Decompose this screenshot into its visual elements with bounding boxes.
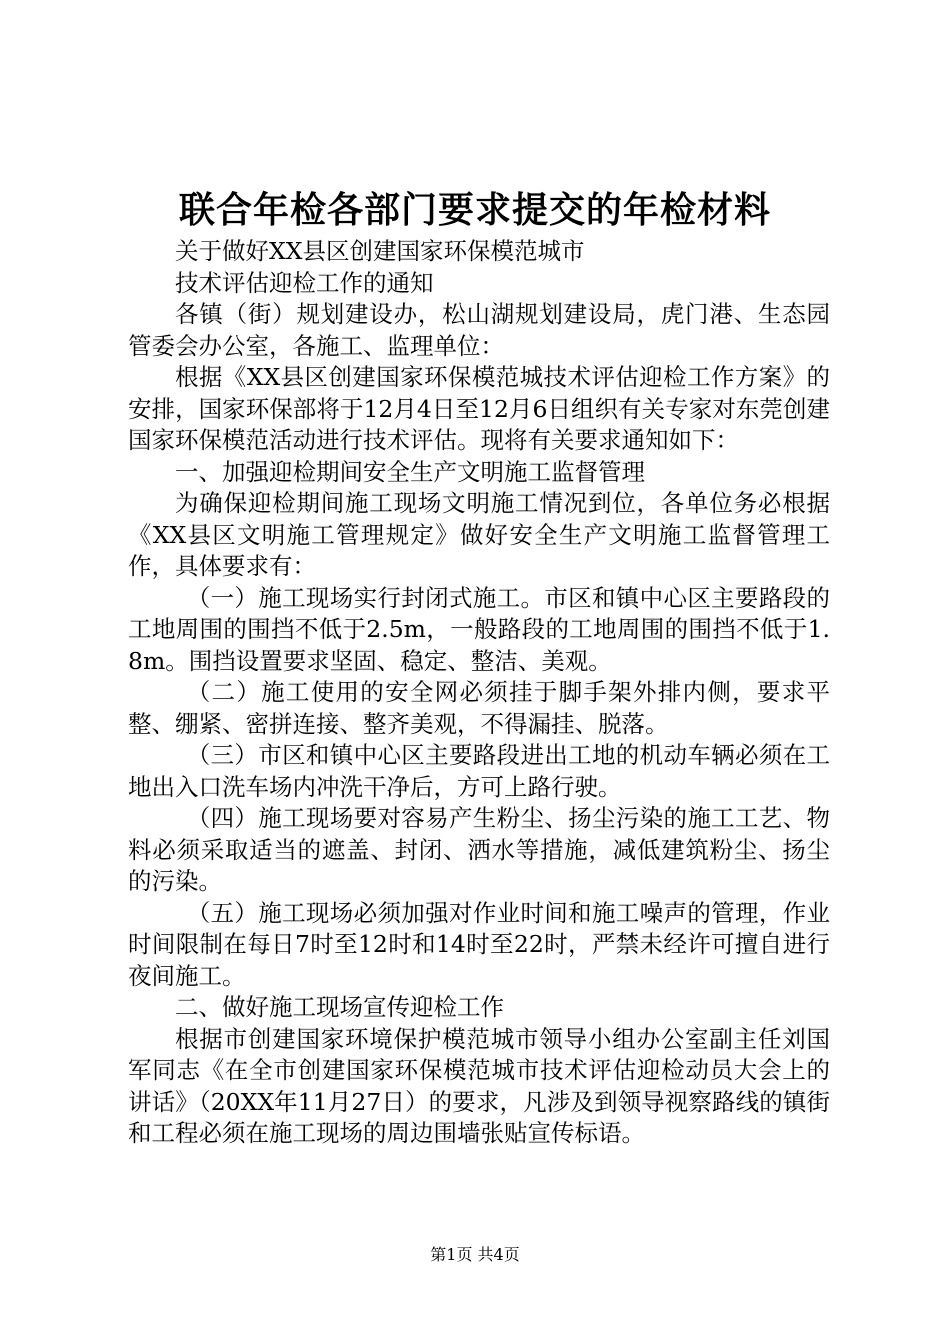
paragraph-item-5: （五）施工现场必须加强对作业时间和施工噪声的管理，作业时间限制在每日7时至12时和14时至22时，严禁未经许可擅自进行夜间施工。 (128, 898, 830, 990)
paragraph-addressees: 各镇（街）规划建设办，松山湖规划建设局，虎门港、生态园管委会办公室，各施工、监理单位： (128, 300, 830, 360)
paragraph-section-1-intro: 为确保迎检期间施工现场文明施工情况到位，各单位务必根据《XX县区文明施工管理规定》做好安全生产文明施工监督管理工作，具体要求有： (128, 489, 830, 580)
paragraph-item-4: （四）施工现场要对容易产生粉尘、扬尘污染的施工工艺、物料必须采取适当的遮盖、封闭、洒水等措施，减低建筑粉尘、扬尘的污染。 (128, 804, 830, 895)
paragraph-item-1: （一）施工现场实行封闭式施工。市区和镇中心区主要路段的工地周围的围挡不低于2.5m，一般路段的工地周围的围挡不低于1.8m。围挡设置要求坚固、稳定、整洁、美观。 (128, 583, 830, 675)
paragraph-heading-line-1: 关于做好XX县区创建国家环保模范城市 (175, 237, 585, 265)
paragraph-item-2: （二）施工使用的安全网必须挂于脚手架外排内侧，要求平整、绷紧、密拼连接、整齐美观，不得漏挂、脱落。 (128, 678, 830, 738)
section-heading-1: 一、加强迎检期间安全生产文明施工监督管理 (175, 457, 645, 486)
paragraph-intro: 根据《XX县区创建国家环保模范城技术评估迎检工作方案》的安排，国家环保部将于12月4日至12月6日组织有关专家对东莞创建国家环保模范活动进行技术评估。现将有关要求通知如下： (128, 363, 830, 454)
paragraph-section-2-body: 根据市创建国家环境保护模范城市领导小组办公室副主任刘国军同志《在全市创建国家环保模范城市技术评估迎检动员大会上的讲话》（20XX年11月27日）的要求，凡涉及到领导视察路线的镇街和工程必须在施工现场的周边围墙张贴宣传标语。 (128, 1024, 830, 1147)
section-heading-2: 二、做好施工现场宣传迎检工作 (175, 993, 504, 1021)
paragraph-item-3: （三）市区和镇中心区主要路段进出工地的机动车辆必须在工地出入口洗车场内冲洗干净后，方可上路行驶。 (128, 741, 830, 801)
page-number-footer: 第1页 共4页 (430, 1245, 520, 1264)
paragraph-heading-line-2: 技术评估迎检工作的通知 (175, 268, 434, 297)
document-title: 联合年检各部门要求提交的年检材料 (178, 189, 771, 231)
document-body (128, 236, 830, 1150)
